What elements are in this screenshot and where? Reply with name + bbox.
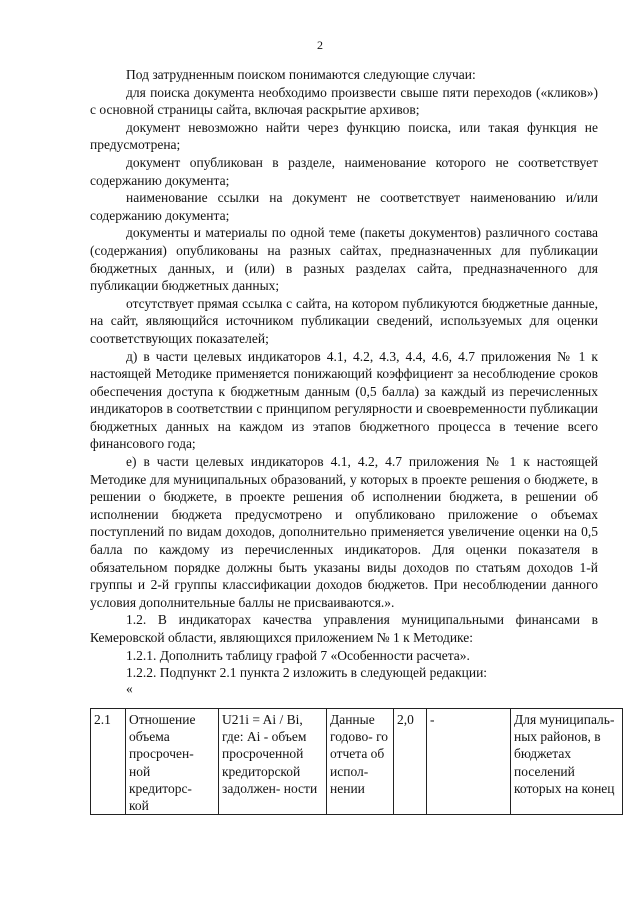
table-row xyxy=(91,709,623,815)
document-body xyxy=(90,66,598,696)
paragraph-case-direct-link: отсутствует прямая ссылка с сайта, на котором публикуются бюджетные данные, на сайт, являющийся источником публикации сведений, используемых для оценки соответствующих показателей; xyxy=(90,295,598,346)
indicator-table xyxy=(90,708,623,815)
paragraph-case-link-name: наименование ссылки на документ не соответствует наименованию и/или содержанию документа; xyxy=(90,190,598,223)
cell-dash: - xyxy=(427,709,511,815)
cell-data-source: Данные годово- го отчета об испол- нении xyxy=(327,709,394,815)
paragraph-1-2: 1.2. В индикаторах качества управления муниципальными финансами в Кемеровской области, являющихся приложением № 1 к Методике: xyxy=(90,612,598,645)
paragraph-case-packages: документы и материалы по одной теме (пакеты документов) различного состава (содержания) опубликованы на разных сайтах, предназначенных для публикации бюджетных данных, и (или) в разных разделах сайта, предназначенного для публикации бюджетных данных; xyxy=(90,225,598,294)
paragraph-1-2-2: 1.2.2. Подпункт 2.1 пункта 2 изложить в следующей редакции: xyxy=(126,665,488,681)
paragraph-intro: Под затрудненным поиском понимаются следующие случаи: xyxy=(126,67,476,82)
paragraph-item-d: д) в части целевых индикаторов 4.1, 4.2, 4.3, 4.4, 4.6, 4.7 приложения № 1 к настоящей Методике применяется понижающий коэффициент за несоблюдение сроков обеспечения доступа к бюджетным данным (0,5 балла) за каждый из перечисленных индикаторов в соответствии с принципом регулярности и своевременности публикации бюджетных данных на каждом из этапов бюджетного процесса в течение всего финансового года; xyxy=(90,348,598,452)
cell-notes: Для муниципаль- ных районов, в бюджетах поселений которых на конец xyxy=(511,709,623,815)
paragraph-case-search: документ невозможно найти через функцию поиска, или такая функция не предусмотрена; xyxy=(90,119,598,153)
cell-weight: 2,0 xyxy=(394,709,427,815)
cell-formula: U21i = Ai / Bi, где: Ai - объем просроченной кредиторской задолжен- ности xyxy=(219,709,327,815)
opening-quote-mark: « xyxy=(126,680,133,696)
paragraph-1-2-1: 1.2.1. Дополнить таблицу графой 7 «Особенности расчета». xyxy=(126,647,470,663)
page-number: 2 xyxy=(317,38,323,52)
cell-indicator-name: Отношение объема просрочен- ной кредиторс- кой xyxy=(126,709,219,815)
paragraph-case-clicks: для поиска документа необходимо произвести свыше пяти переходов («кликов») с основной страницы сайта, включая раскрытие архивов; xyxy=(90,84,598,118)
paragraph-case-section: документ опубликован в разделе, наименование которого не соответствует содержанию документа; xyxy=(90,154,598,188)
cell-number: 2.1 xyxy=(91,709,126,815)
paragraph-item-e: е) в части целевых индикаторов 4.1, 4.2, 4.7 приложения № 1 к настоящей Методике для муниципальных образований, у которых в проекте решения о бюджете, в решении о бюджете, в проекте решения об исполнении бюджета, в решении об исполнении бюджета предусмотрено и опубликовано приложение о объемах поступлений по видам доходов, дополнительно применяется увеличение оценки на 0,5 балла по каждому из перечисленных индикаторов. Для оценки показателя в обязательном порядке должны быть указаны виды доходов по статьям доходов 1-й группы и 2-й группы классификации доходов бюджетов. При несоблюдении данного условия дополнительные баллы не присваиваются.». xyxy=(90,454,598,610)
